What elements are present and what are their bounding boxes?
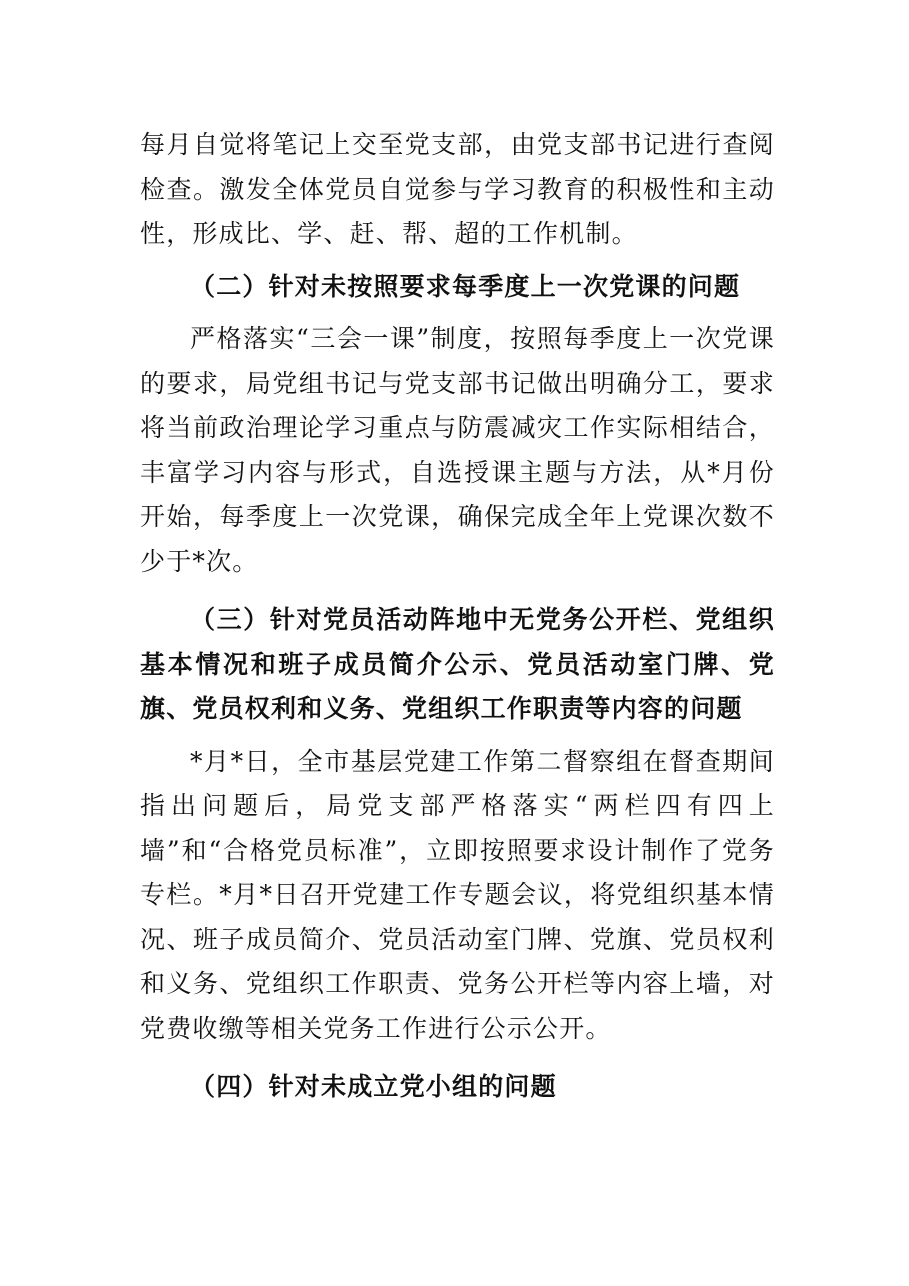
spacer xyxy=(140,1051,775,1065)
spacer xyxy=(140,257,775,265)
spacer xyxy=(140,584,775,598)
spacer xyxy=(140,732,775,740)
paragraph-2: 严格落实“三会一课”制度，按照每季度上一次党课的要求，局党组书记与党支部书记做出明确分工，要求将当前政治理论学习重点与防震减灾工作实际相结合，丰富学习内容与形式，自选授课主题与方法，从*月份开始，每季度上一次党课，确保完成全年上党课次数不少于*次。 xyxy=(140,324,775,576)
section-heading-4: （四）针对未成立党小组的问题 xyxy=(190,1072,557,1101)
document-body xyxy=(140,123,775,1110)
section-heading-2: （二）针对未按照要求每季度上一次党课的问题 xyxy=(190,271,741,301)
spacer xyxy=(140,309,775,317)
section-heading-3: （三）针对党员活动阵地中无党务公开栏、党组织基本情况和班子成员简介公示、党员活动室门牌、党旗、党员权利和义务、党组织工作职责等内容的问题 xyxy=(140,605,775,723)
paragraph-continued: 每月自觉将笔记上交至党支部，由党支部书记进行查阅检查。激发全体党员自觉参与学习教育的积极性和主动性，形成比、学、赶、帮、超的工作机制。 xyxy=(140,130,775,248)
paragraph-3: *月*日，全市基层党建工作第二督察组在督查期间指出问题后，局党支部严格落实“两栏四有四上墙”和“合格党员标准”，立即按照要求设计制作了党务专栏。*月*日召开党建工作专题会议，将党组织基本情况、班子成员简介、党员活动室门牌、党旗、党员权利和义务、党组织工作职责、党务公开栏等内容上墙，对党费收缴等相关党务工作进行公示公开。 xyxy=(140,746,775,1043)
